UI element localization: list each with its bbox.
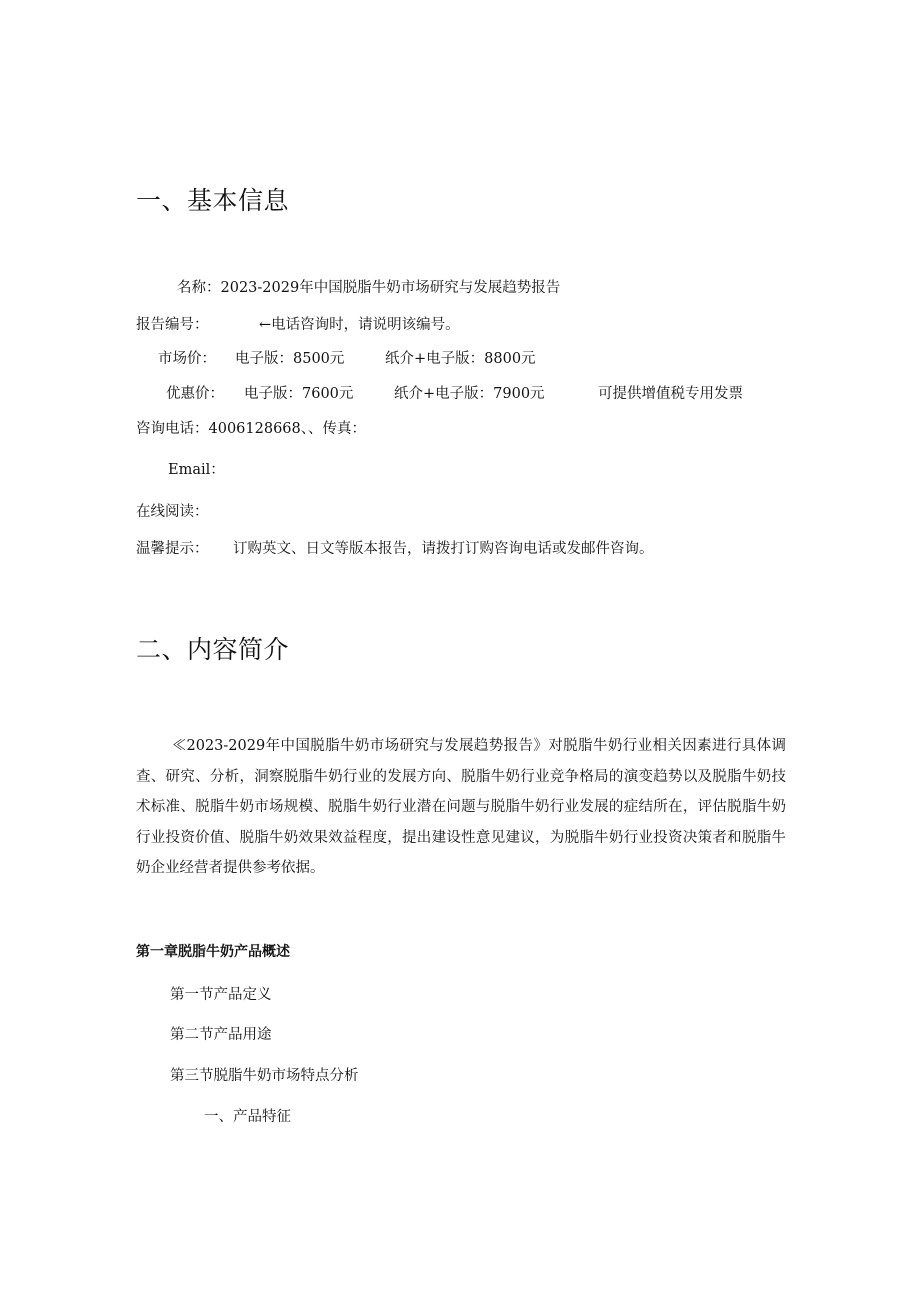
toc-section-2: 第二节产品用途: [170, 1027, 272, 1043]
section-heading-basic-info: 一、基本信息: [136, 186, 290, 215]
email-label: Email：: [168, 462, 225, 478]
online-reading-label: 在线阅读：: [136, 504, 209, 520]
market-price-paper: 纸介+电子版：8800元: [385, 351, 536, 367]
market-price-label: 市场价：: [158, 351, 216, 367]
discount-price-electronic: 电子版：7600元: [244, 386, 354, 402]
toc-item-1: 一、产品特征: [204, 1109, 291, 1125]
toc-section-3: 第三节脱脂牛奶市场特点分析: [170, 1068, 359, 1084]
tip-text: 订购英文、日文等版本报告，请拨打订购咨询电话或发邮件咨询。: [233, 541, 654, 557]
report-number-label: 报告编号：: [136, 317, 209, 333]
toc-section-1: 第一节产品定义: [170, 987, 272, 1003]
section-heading-content-intro: 二、内容简介: [136, 635, 290, 664]
intro-paragraph: ≪2023-2029年中国脱脂牛奶市场研究与发展趋势报告》对脱脂牛奶行业相关因素进行具体调查、研究、分析，洞察脱脂牛奶行业的发展方向、脱脂牛奶行业竞争格局的演变趋势以及脱脂牛奶技术标准、脱脂牛奶市场规模、脱脂牛奶行业潜在问题与脱脂牛奶行业发展的症结所在，评估脱脂牛奶行业投资价值、脱脂牛奶效果效益程度，提出建设性意见建议，为脱脂牛奶行业投资决策者和脱脂牛奶企业经营者提供参考依据。: [136, 738, 786, 876]
tip-label: 温馨提示：: [136, 541, 209, 557]
market-price-electronic: 电子版：8500元: [235, 351, 345, 367]
report-name-line: 名称：2023-2029年中国脱脂牛奶市场研究与发展趋势报告: [177, 280, 561, 296]
report-number-note: ←电话咨询时，请说明该编号。: [259, 317, 460, 333]
discount-price-label: 优惠价：: [166, 386, 224, 402]
invoice-note: 可提供增值税专用发票: [598, 386, 743, 402]
contact-phone-line: 咨询电话：4006128668、、传真：: [136, 421, 367, 437]
toc-chapter-1: 第一章脱脂牛奶产品概述: [136, 944, 290, 960]
discount-price-paper: 纸介+电子版：7900元: [394, 386, 545, 402]
